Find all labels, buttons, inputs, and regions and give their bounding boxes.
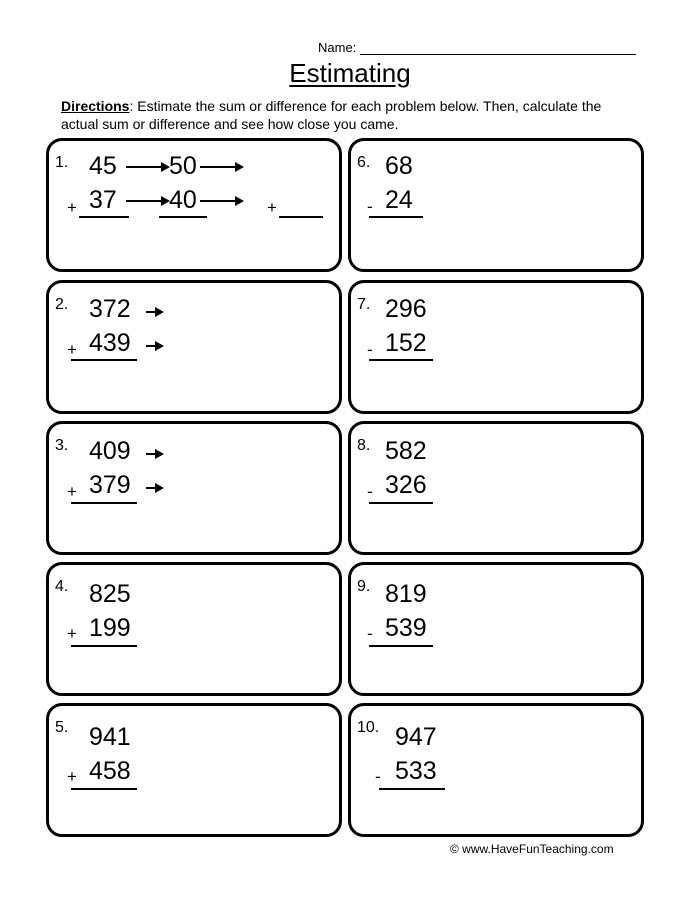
operator-sign: -	[367, 624, 373, 643]
arrow-right-icon	[145, 306, 165, 318]
operator-sign: +	[267, 198, 277, 217]
estimate-sum-line[interactable]	[279, 216, 323, 218]
rounded-top-number: 50	[169, 152, 197, 180]
answer-line[interactable]	[71, 788, 137, 790]
problem-box-10	[348, 703, 644, 837]
arrow-right-icon	[199, 161, 245, 173]
answer-line[interactable]	[369, 645, 433, 647]
problem-top-number: 296	[385, 295, 427, 323]
rounded-bottom-number: 40	[169, 186, 197, 214]
answer-line[interactable]	[71, 502, 137, 504]
problem-top-number: 582	[385, 437, 427, 465]
problem-bottom-number: 439	[89, 329, 131, 357]
problem-top-number: 819	[385, 580, 427, 608]
answer-line[interactable]	[369, 216, 423, 218]
page-title: Estimating	[289, 58, 411, 88]
answer-line[interactable]	[71, 645, 137, 647]
arrow-right-icon	[125, 195, 171, 207]
problem-top-number: 45	[89, 152, 117, 180]
operator-sign: +	[67, 198, 77, 217]
problem-bottom-number: 539	[385, 614, 427, 642]
problem-box-9	[348, 562, 644, 696]
operator-sign: +	[67, 767, 77, 786]
problem-top-number: 825	[89, 580, 131, 608]
operator-sign: -	[375, 767, 381, 786]
problem-box-7	[348, 280, 644, 414]
problem-number: 5.	[55, 719, 69, 736]
arrow-right-icon	[125, 161, 171, 173]
problem-bottom-number: 533	[395, 757, 437, 785]
problem-number: 3.	[55, 437, 69, 454]
operator-sign: +	[67, 482, 77, 501]
copyright-footer: © www.HaveFunTeaching.com	[450, 842, 614, 856]
problem-bottom-number: 152	[385, 329, 427, 357]
problem-top-number: 68	[385, 152, 413, 180]
problem-number: 4.	[55, 578, 69, 595]
problem-box-5	[46, 703, 342, 837]
arrow-right-icon	[145, 448, 165, 460]
name-line[interactable]	[360, 42, 636, 55]
problem-number: 6.	[357, 154, 371, 171]
directions-text: : Estimate the sum or difference for each problem below. Then, calculate the actual sum or difference and see how close you came.	[61, 98, 602, 132]
answer-line	[79, 216, 129, 218]
problem-box-8	[348, 421, 644, 555]
operator-sign: -	[367, 482, 373, 501]
problem-top-number: 409	[89, 437, 131, 465]
name-label: Name:	[318, 40, 357, 55]
problem-bottom-number: 37	[89, 186, 117, 214]
arrow-right-icon	[199, 195, 245, 207]
directions-label: Directions	[61, 98, 130, 114]
operator-sign: +	[67, 340, 77, 359]
estimate-answer-line[interactable]	[159, 216, 207, 218]
name-field	[318, 40, 636, 55]
problem-bottom-number: 326	[385, 471, 427, 499]
problem-box-4	[46, 562, 342, 696]
problem-top-number: 947	[395, 723, 437, 751]
operator-sign: -	[367, 197, 373, 216]
problem-box-1	[46, 138, 342, 272]
problem-bottom-number: 379	[89, 471, 131, 499]
problem-number: 2.	[55, 296, 69, 313]
problem-number: 1.	[55, 154, 69, 171]
directions	[61, 97, 641, 133]
operator-sign: +	[67, 624, 77, 643]
answer-line[interactable]	[71, 359, 137, 361]
problem-number: 9.	[357, 578, 371, 595]
problem-number: 8.	[357, 437, 371, 454]
problem-bottom-number: 24	[385, 186, 413, 214]
problem-number: 10.	[357, 719, 380, 736]
answer-line[interactable]	[369, 359, 433, 361]
problem-top-number: 372	[89, 295, 131, 323]
problem-number: 7.	[357, 296, 371, 313]
operator-sign: -	[367, 340, 373, 359]
arrow-right-icon	[145, 340, 165, 352]
problem-box-2	[46, 280, 342, 414]
problem-bottom-number: 199	[89, 614, 131, 642]
problem-box-6	[348, 138, 644, 272]
problem-bottom-number: 458	[89, 757, 131, 785]
answer-line[interactable]	[369, 502, 433, 504]
answer-line[interactable]	[379, 788, 445, 790]
problem-box-3	[46, 421, 342, 555]
problem-top-number: 941	[89, 723, 131, 751]
arrow-right-icon	[145, 482, 165, 494]
